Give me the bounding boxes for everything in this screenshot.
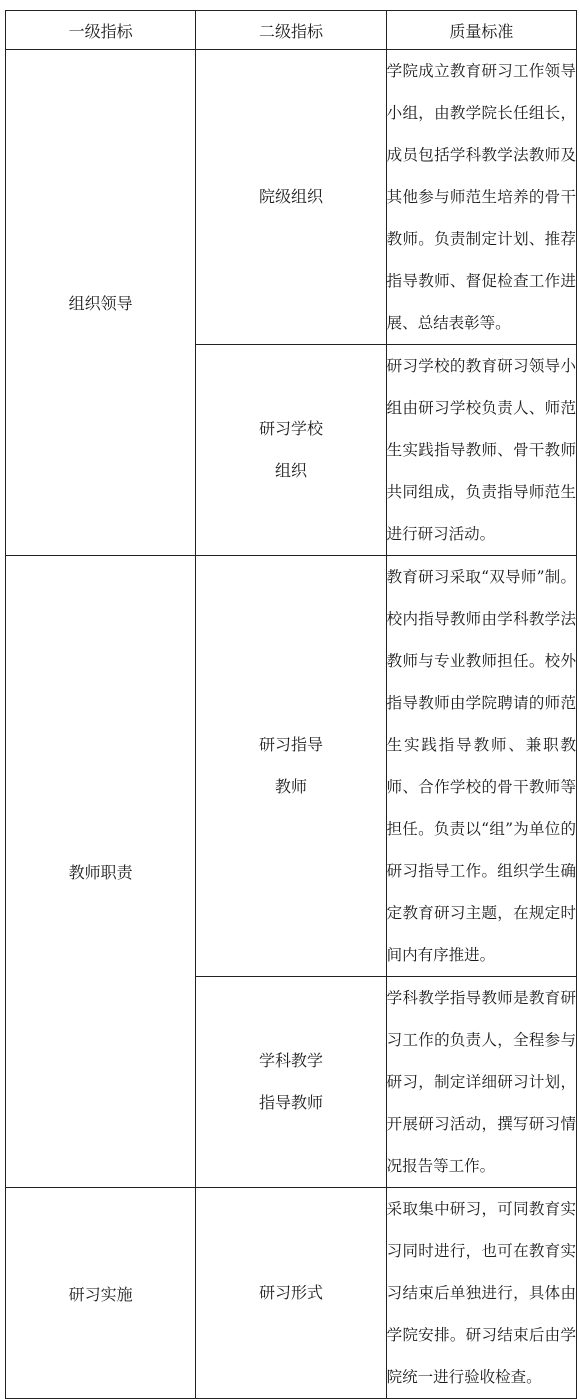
standard-cell: 研习学校的教育研习领导小组由研习学校负责人、师范生实践指导教师、骨干教师共同组成，负责指导师范生进行研习活动。: [386, 345, 576, 556]
level1-cell: 教师职责: [6, 556, 196, 1188]
header-level2: 二级指标: [196, 11, 386, 50]
table-row: [6, 50, 577, 345]
level2-cell: [196, 50, 386, 345]
level2-cell: [196, 556, 386, 977]
header-standard: 质量标准: [386, 11, 576, 50]
standard-cell: 学科教学指导教师是教育研习工作的负责人，全程参与研习，制定详细研习计划，开展研习活动，撰写研习情况报告等工作。: [386, 977, 576, 1188]
quality-standards-table: [5, 10, 577, 1399]
level2-label: 研习形式: [258, 1283, 323, 1302]
standard-cell: 采取集中研习，可同教育实习同时进行，也可在教育实习结束后单独进行，具体由学院安排。研习结束后由学院统一进行验收检查。: [386, 1188, 576, 1399]
level2-cell: [196, 345, 386, 556]
level2-label: 院级组织: [258, 187, 323, 206]
header-level1: 一级指标: [6, 11, 196, 50]
table-row: [6, 1188, 577, 1399]
level2-label: 研习指导教师: [258, 735, 323, 796]
standard-cell: 学院成立教育研习工作领导小组，由教学院长任组长，成员包括学科教学法教师及其他参与师范生培养的骨干教师。负责制定计划、推荐指导教师、督促检查工作进展、总结表彰等。: [386, 50, 576, 345]
header-row: [6, 11, 577, 50]
table-row: [6, 556, 577, 977]
standard-cell: 教育研习采取“双导师”制。校内指导教师由学科教学法教师与专业教师担任。校外指导教师由学院聘请的师范生实践指导教师、兼职教师、合作学校的骨干教师等担任。负责以“组”为单位的研习指导工作。组织学生确定教育研习主题，在规定时间内有序推进。: [386, 556, 576, 977]
level2-label: 研习学校组织: [258, 419, 323, 480]
level1-cell: 研习实施: [6, 1188, 196, 1399]
level2-label: 学科教学指导教师: [258, 1051, 323, 1112]
level1-cell: 组织领导: [6, 50, 196, 556]
level2-cell: [196, 1188, 386, 1399]
level2-cell: [196, 977, 386, 1188]
